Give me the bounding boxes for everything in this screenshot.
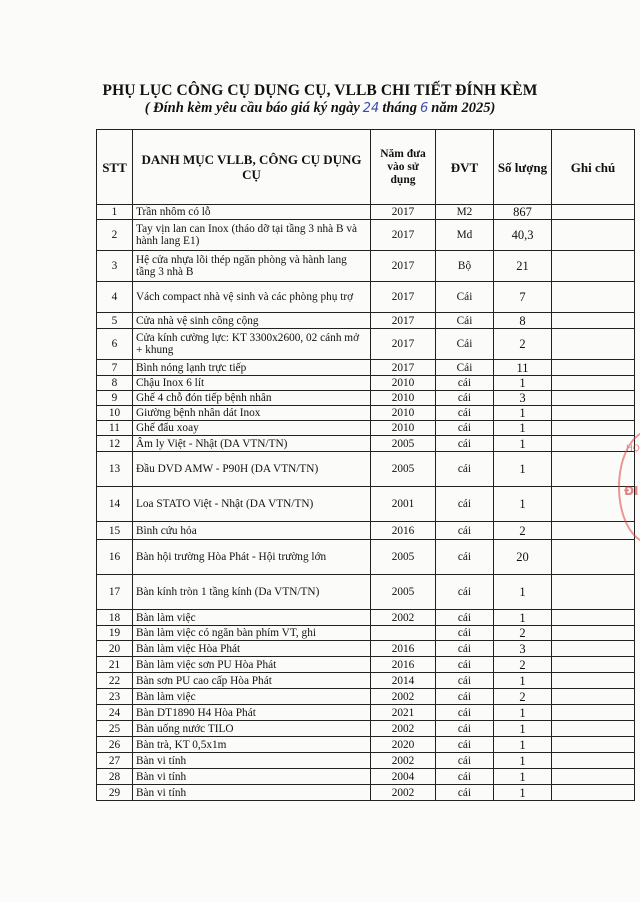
table-row <box>97 610 635 626</box>
cell-unit: cái <box>436 626 494 641</box>
cell-stt: 9 <box>97 391 133 406</box>
document-subtitle <box>0 100 640 117</box>
cell-name: Cửa kính cường lực: KT 3300x2600, 02 cánh mở + khung <box>133 329 371 360</box>
cell-stt: 27 <box>97 753 133 769</box>
cell-year: 2010 <box>371 376 436 391</box>
cell-name: Bàn làm việc sơn PU Hòa Phát <box>133 657 371 673</box>
table-row <box>97 487 635 522</box>
table-row <box>97 689 635 705</box>
subtitle-suffix: năm 2025) <box>431 100 496 116</box>
cell-stt: 18 <box>97 610 133 626</box>
cell-stt: 15 <box>97 522 133 540</box>
cell-qty: 867 <box>494 205 552 220</box>
table-row <box>97 737 635 753</box>
cell-stt: 2 <box>97 220 133 251</box>
cell-name: Giường bệnh nhân dát Inox <box>133 406 371 421</box>
cell-name: Bàn DT1890 H4 Hòa Phát <box>133 705 371 721</box>
cell-unit: cái <box>436 436 494 452</box>
cell-name: Bàn làm việc <box>133 689 371 705</box>
cell-note <box>552 610 635 626</box>
cell-note <box>552 641 635 657</box>
cell-stt: 23 <box>97 689 133 705</box>
cell-stt: 6 <box>97 329 133 360</box>
handwritten-day: 24 <box>362 101 380 116</box>
cell-name: Bàn vi tính <box>133 785 371 801</box>
cell-note <box>552 406 635 421</box>
cell-qty: 1 <box>494 753 552 769</box>
table-row <box>97 769 635 785</box>
cell-name: Âm ly Việt - Nhật (DA VTN/TN) <box>133 436 371 452</box>
cell-year: 2002 <box>371 689 436 705</box>
cell-year: 2002 <box>371 610 436 626</box>
cell-qty: 1 <box>494 769 552 785</box>
cell-note <box>552 205 635 220</box>
cell-unit: cái <box>436 540 494 575</box>
cell-name: Bàn vi tính <box>133 769 371 785</box>
cell-name: Chậu Inox 6 lít <box>133 376 371 391</box>
table-row <box>97 282 635 313</box>
cell-qty: 20 <box>494 540 552 575</box>
cell-note <box>552 251 635 282</box>
cell-year: 2002 <box>371 785 436 801</box>
cell-stt: 11 <box>97 421 133 436</box>
cell-year: 2002 <box>371 753 436 769</box>
cell-stt: 4 <box>97 282 133 313</box>
subtitle-month-word: tháng <box>382 100 417 116</box>
table-row <box>97 673 635 689</box>
cell-year: 2016 <box>371 522 436 540</box>
table-row <box>97 522 635 540</box>
cell-unit: cái <box>436 657 494 673</box>
cell-note <box>552 313 635 329</box>
cell-stt: 26 <box>97 737 133 753</box>
cell-qty: 1 <box>494 721 552 737</box>
cell-name: Bàn uống nước TILO <box>133 721 371 737</box>
cell-name: Ghế 4 chỗ đón tiếp bệnh nhân <box>133 391 371 406</box>
cell-stt: 22 <box>97 673 133 689</box>
cell-unit: cái <box>436 769 494 785</box>
cell-unit: M2 <box>436 205 494 220</box>
cell-stt: 25 <box>97 721 133 737</box>
table-row <box>97 575 635 610</box>
cell-unit: cái <box>436 406 494 421</box>
cell-year: 2021 <box>371 705 436 721</box>
cell-year: 2017 <box>371 251 436 282</box>
table-row <box>97 421 635 436</box>
cell-name: Tay vịn lan can Inox (tháo dỡ tại tầng 3 nhà B và hành lang E1) <box>133 220 371 251</box>
cell-year: 2016 <box>371 657 436 673</box>
cell-name: Hệ cửa nhựa lõi thép ngăn phòng và hành lang tầng 3 nhà B <box>133 251 371 282</box>
table-row <box>97 313 635 329</box>
cell-unit: cái <box>436 575 494 610</box>
header-stt: STT <box>97 130 133 205</box>
cell-year: 2017 <box>371 282 436 313</box>
cell-unit: cái <box>436 376 494 391</box>
cell-qty: 1 <box>494 421 552 436</box>
header-qty: Số lượng <box>494 130 552 205</box>
cell-stt: 19 <box>97 626 133 641</box>
cell-note <box>552 575 635 610</box>
cell-note <box>552 769 635 785</box>
cell-name: Bàn hội trường Hòa Phát - Hội trường lớn <box>133 540 371 575</box>
cell-qty: 1 <box>494 376 552 391</box>
cell-unit: Cái <box>436 329 494 360</box>
cell-note <box>552 657 635 673</box>
cell-year: 2014 <box>371 673 436 689</box>
cell-qty: 11 <box>494 360 552 376</box>
cell-note <box>552 436 635 452</box>
cell-note <box>552 329 635 360</box>
cell-qty: 7 <box>494 282 552 313</box>
cell-stt: 17 <box>97 575 133 610</box>
cell-note <box>552 626 635 641</box>
cell-note <box>552 540 635 575</box>
cell-year: 2005 <box>371 575 436 610</box>
cell-qty: 40,3 <box>494 220 552 251</box>
cell-stt: 28 <box>97 769 133 785</box>
cell-unit: Cái <box>436 360 494 376</box>
cell-qty: 1 <box>494 487 552 522</box>
cell-stt: 1 <box>97 205 133 220</box>
cell-qty: 21 <box>494 251 552 282</box>
cell-year: 2017 <box>371 220 436 251</box>
cell-note <box>552 753 635 769</box>
cell-qty: 1 <box>494 406 552 421</box>
cell-year: 2010 <box>371 391 436 406</box>
subtitle-prefix: ( Đính kèm yêu cầu báo giá ký ngày <box>144 100 360 116</box>
cell-year: 2017 <box>371 313 436 329</box>
cell-note <box>552 360 635 376</box>
cell-year: 2002 <box>371 721 436 737</box>
table-row <box>97 251 635 282</box>
cell-stt: 5 <box>97 313 133 329</box>
table-row <box>97 391 635 406</box>
header-note: Ghi chú <box>552 130 635 205</box>
header-name: DANH MỤC VLLB, CÔNG CỤ DỤNG CỤ <box>133 130 371 205</box>
cell-note <box>552 391 635 406</box>
cell-unit: cái <box>436 522 494 540</box>
cell-year <box>371 626 436 641</box>
cell-name: Bàn trà, KT 0,5x1m <box>133 737 371 753</box>
cell-note <box>552 220 635 251</box>
handwritten-month: 6 <box>419 101 429 116</box>
cell-stt: 21 <box>97 657 133 673</box>
cell-unit: cái <box>436 421 494 436</box>
cell-note <box>552 737 635 753</box>
cell-qty: 1 <box>494 436 552 452</box>
cell-note <box>552 705 635 721</box>
cell-qty: 1 <box>494 785 552 801</box>
cell-name: Bàn kính tròn 1 tầng kính (Da VTN/TN) <box>133 575 371 610</box>
cell-name: Đầu DVD AMW - P90H (DA VTN/TN) <box>133 452 371 487</box>
equipment-table <box>96 129 635 801</box>
cell-stt: 7 <box>97 360 133 376</box>
cell-unit: cái <box>436 487 494 522</box>
cell-unit: Bộ <box>436 251 494 282</box>
cell-stt: 12 <box>97 436 133 452</box>
cell-year: 2016 <box>371 641 436 657</box>
table-header-row <box>97 130 635 205</box>
table-row <box>97 406 635 421</box>
cell-name: Bàn làm việc <box>133 610 371 626</box>
cell-qty: 1 <box>494 575 552 610</box>
table-row <box>97 626 635 641</box>
cell-name: Bình cứu hỏa <box>133 522 371 540</box>
cell-unit: cái <box>436 705 494 721</box>
cell-stt: 10 <box>97 406 133 421</box>
cell-name: Bàn làm việc Hòa Phát <box>133 641 371 657</box>
table-row <box>97 436 635 452</box>
cell-year: 2005 <box>371 452 436 487</box>
cell-year: 2010 <box>371 421 436 436</box>
red-stamp: HỌ ĐI <box>618 430 640 544</box>
cell-qty: 1 <box>494 705 552 721</box>
cell-note <box>552 421 635 436</box>
cell-qty: 8 <box>494 313 552 329</box>
cell-name: Vách compact nhà vệ sinh và các phòng phụ trợ <box>133 282 371 313</box>
cell-unit: cái <box>436 689 494 705</box>
cell-name: Loa STATO Việt - Nhật (DA VTN/TN) <box>133 487 371 522</box>
cell-qty: 2 <box>494 329 552 360</box>
cell-unit: Cái <box>436 313 494 329</box>
table-row <box>97 641 635 657</box>
cell-year: 2001 <box>371 487 436 522</box>
cell-name: Bình nóng lạnh trực tiếp <box>133 360 371 376</box>
cell-year: 2004 <box>371 769 436 785</box>
cell-stt: 13 <box>97 452 133 487</box>
cell-stt: 3 <box>97 251 133 282</box>
cell-year: 2020 <box>371 737 436 753</box>
cell-name: Ghế đẩu xoay <box>133 421 371 436</box>
cell-note <box>552 721 635 737</box>
cell-note <box>552 522 635 540</box>
cell-unit: Md <box>436 220 494 251</box>
table-row <box>97 220 635 251</box>
cell-unit: cái <box>436 737 494 753</box>
cell-stt: 8 <box>97 376 133 391</box>
cell-qty: 1 <box>494 452 552 487</box>
cell-unit: cái <box>436 673 494 689</box>
cell-unit: cái <box>436 391 494 406</box>
cell-unit: cái <box>436 753 494 769</box>
cell-unit: cái <box>436 610 494 626</box>
table-row <box>97 329 635 360</box>
cell-qty: 2 <box>494 626 552 641</box>
cell-year: 2010 <box>371 406 436 421</box>
cell-qty: 1 <box>494 737 552 753</box>
cell-unit: Cái <box>436 282 494 313</box>
table-row <box>97 376 635 391</box>
cell-name: Bàn làm việc có ngăn bàn phím VT, ghi <box>133 626 371 641</box>
table-row <box>97 785 635 801</box>
cell-year: 2005 <box>371 540 436 575</box>
cell-stt: 14 <box>97 487 133 522</box>
cell-qty: 2 <box>494 522 552 540</box>
cell-year: 2017 <box>371 360 436 376</box>
cell-name: Bàn sơn PU cao cấp Hòa Phát <box>133 673 371 689</box>
cell-stt: 16 <box>97 540 133 575</box>
cell-qty: 2 <box>494 657 552 673</box>
cell-note <box>552 689 635 705</box>
cell-year: 2005 <box>371 436 436 452</box>
cell-unit: cái <box>436 785 494 801</box>
cell-year: 2017 <box>371 329 436 360</box>
cell-note <box>552 282 635 313</box>
cell-name: Bàn vi tính <box>133 753 371 769</box>
cell-unit: cái <box>436 641 494 657</box>
header-year: Năm đưa vào sử dụng <box>371 130 436 205</box>
cell-note <box>552 673 635 689</box>
header-unit: ĐVT <box>436 130 494 205</box>
cell-qty: 2 <box>494 689 552 705</box>
cell-note <box>552 376 635 391</box>
cell-stt: 29 <box>97 785 133 801</box>
cell-note <box>552 785 635 801</box>
cell-unit: cái <box>436 452 494 487</box>
cell-qty: 1 <box>494 610 552 626</box>
cell-unit: cái <box>436 721 494 737</box>
table-row <box>97 452 635 487</box>
cell-qty: 3 <box>494 641 552 657</box>
cell-name: Cửa nhà vệ sinh công cộng <box>133 313 371 329</box>
table-row <box>97 721 635 737</box>
cell-stt: 20 <box>97 641 133 657</box>
cell-qty: 1 <box>494 673 552 689</box>
cell-stt: 24 <box>97 705 133 721</box>
table-row <box>97 360 635 376</box>
cell-qty: 3 <box>494 391 552 406</box>
document-title: PHỤ LỤC CÔNG CỤ DỤNG CỤ, VLLB CHI TIẾT ĐÍNH KÈM <box>102 82 538 99</box>
cell-year: 2017 <box>371 205 436 220</box>
table-row <box>97 705 635 721</box>
cell-name: Trần nhôm có lỗ <box>133 205 371 220</box>
table-row <box>97 205 635 220</box>
table-row <box>97 657 635 673</box>
table-row <box>97 753 635 769</box>
table-row <box>97 540 635 575</box>
